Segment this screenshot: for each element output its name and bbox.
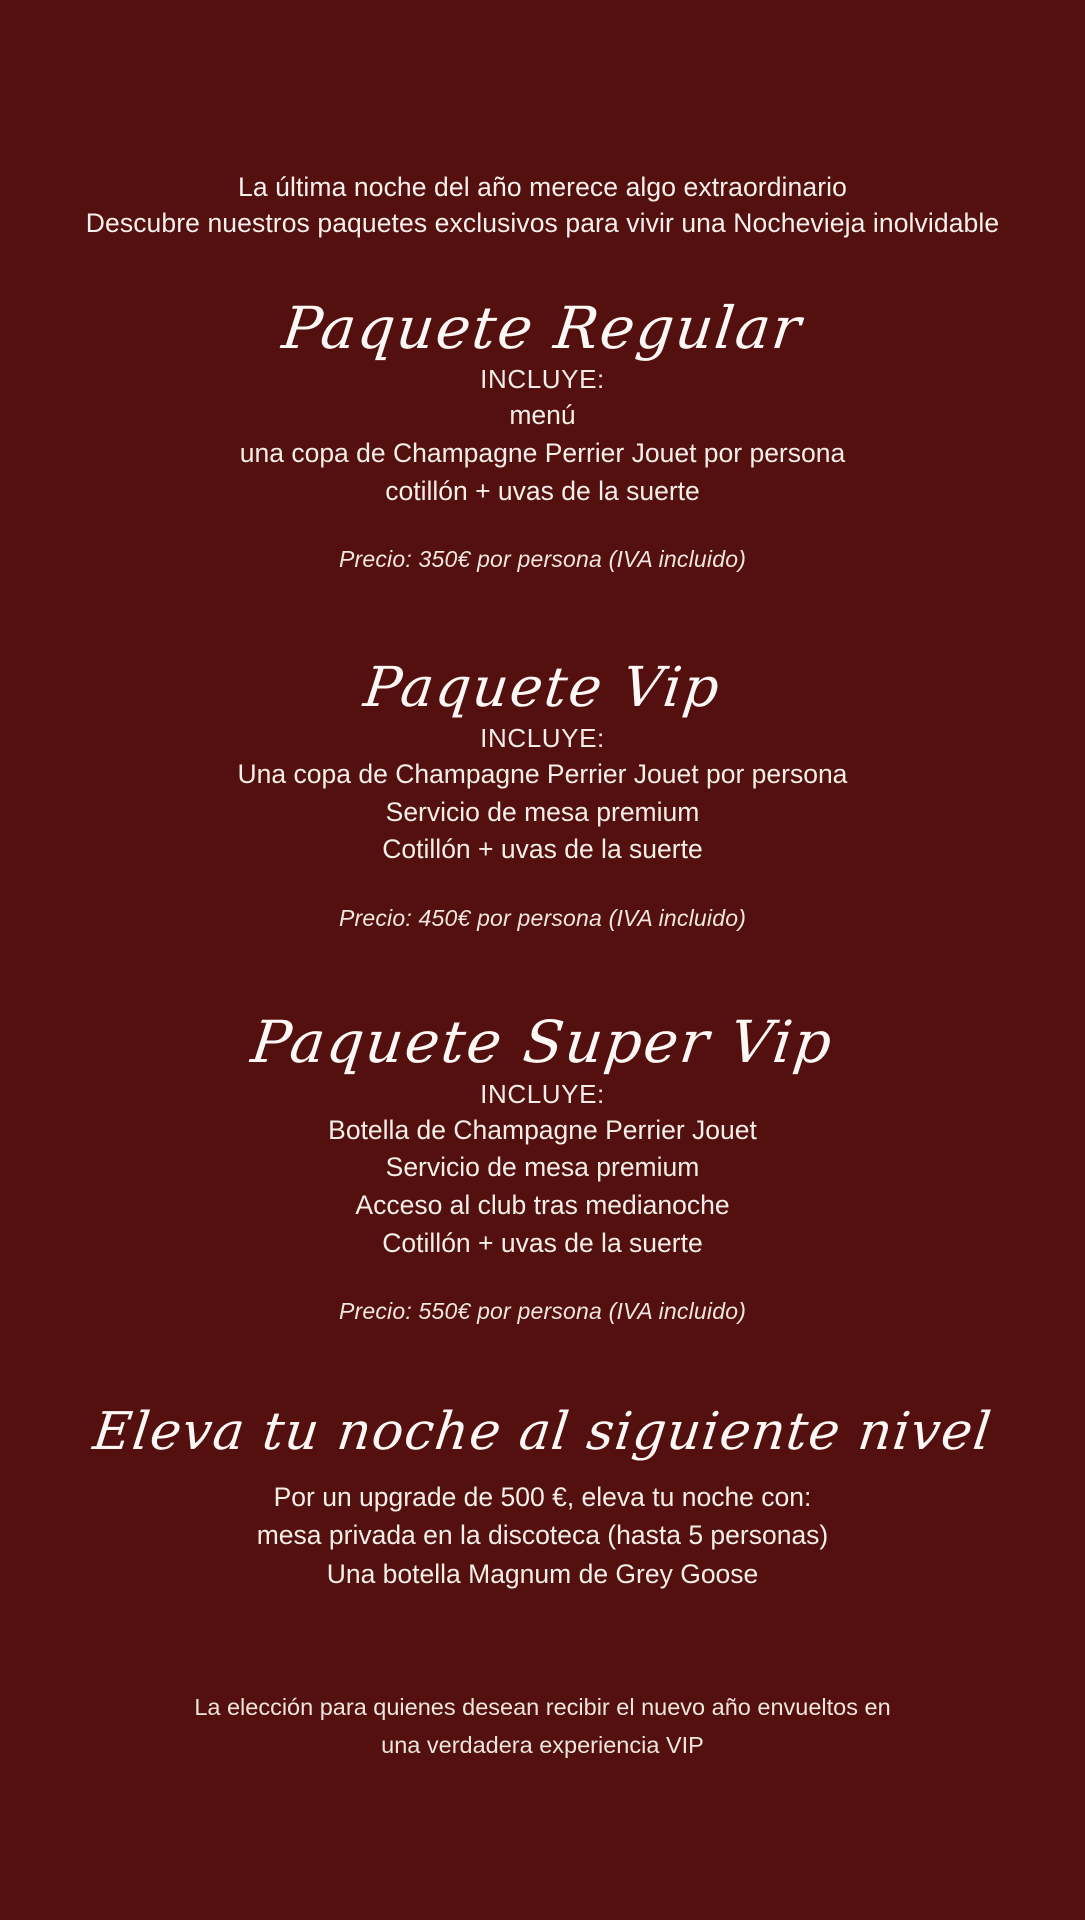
package-price: Precio: 450€ por persona (IVA incluido) [338, 904, 747, 931]
package-items [24, 397, 1061, 510]
package-includes-label: INCLUYE: [480, 723, 605, 754]
list-item: Una copa de Champagne Perrier Jouet por persona [237, 759, 848, 790]
package-items [24, 1112, 1061, 1263]
package-regular [24, 293, 1061, 574]
list-item: Acceso al club tras medianoche [355, 1190, 730, 1221]
list-item: cotillón + uvas de la suerte [385, 475, 700, 506]
list-item: menú [509, 400, 576, 431]
intro-line-1: La última noche del año merece algo extraordinario [238, 172, 847, 202]
list-item: Una botella Magnum de Grey Goose [326, 1558, 759, 1589]
upgrade-title: Eleva tu noche al siguiente nivel [89, 1402, 996, 1463]
upgrade-lines [24, 1478, 1061, 1593]
list-item: una copa de Champagne Perrier Jouet por persona [239, 438, 846, 469]
list-item: Servicio de mesa premium [385, 1152, 700, 1183]
package-includes-label: INCLUYE: [480, 364, 605, 395]
list-item: Cotillón + uvas de la suerte [382, 834, 703, 865]
list-item: mesa privada en la discoteca (hasta 5 personas) [256, 1520, 829, 1551]
list-item: Botella de Champagne Perrier Jouet [328, 1114, 757, 1145]
upgrade-section [24, 1402, 1061, 1593]
closing-line-2: una verdadera experiencia VIP [381, 1731, 704, 1758]
list-item: Por un upgrade de 500 €, eleva tu noche con: [273, 1481, 812, 1512]
package-price: Precio: 350€ por persona (IVA incluido) [338, 546, 747, 573]
package-title: Paquete Vip [360, 655, 725, 720]
intro-line-2: Descubre nuestros paquetes exclusivos para vivir una Nochevieja inolvidable [85, 207, 1000, 238]
package-title: Paquete Regular [278, 293, 807, 362]
package-items [24, 756, 1061, 869]
intro-block [86, 170, 999, 242]
package-super-vip [24, 1007, 1061, 1325]
list-item: Servicio de mesa premium [385, 796, 700, 827]
closing-line-1: La elección para quienes desean recibir el nuevo año envueltos en [194, 1694, 891, 1721]
package-title: Paquete Super Vip [247, 1007, 838, 1076]
closing-block [194, 1689, 890, 1764]
list-item: Cotillón + uvas de la suerte [382, 1227, 703, 1258]
package-price: Precio: 550€ por persona (IVA incluido) [338, 1298, 747, 1325]
package-vip [24, 655, 1061, 932]
package-includes-label: INCLUYE: [480, 1078, 605, 1109]
